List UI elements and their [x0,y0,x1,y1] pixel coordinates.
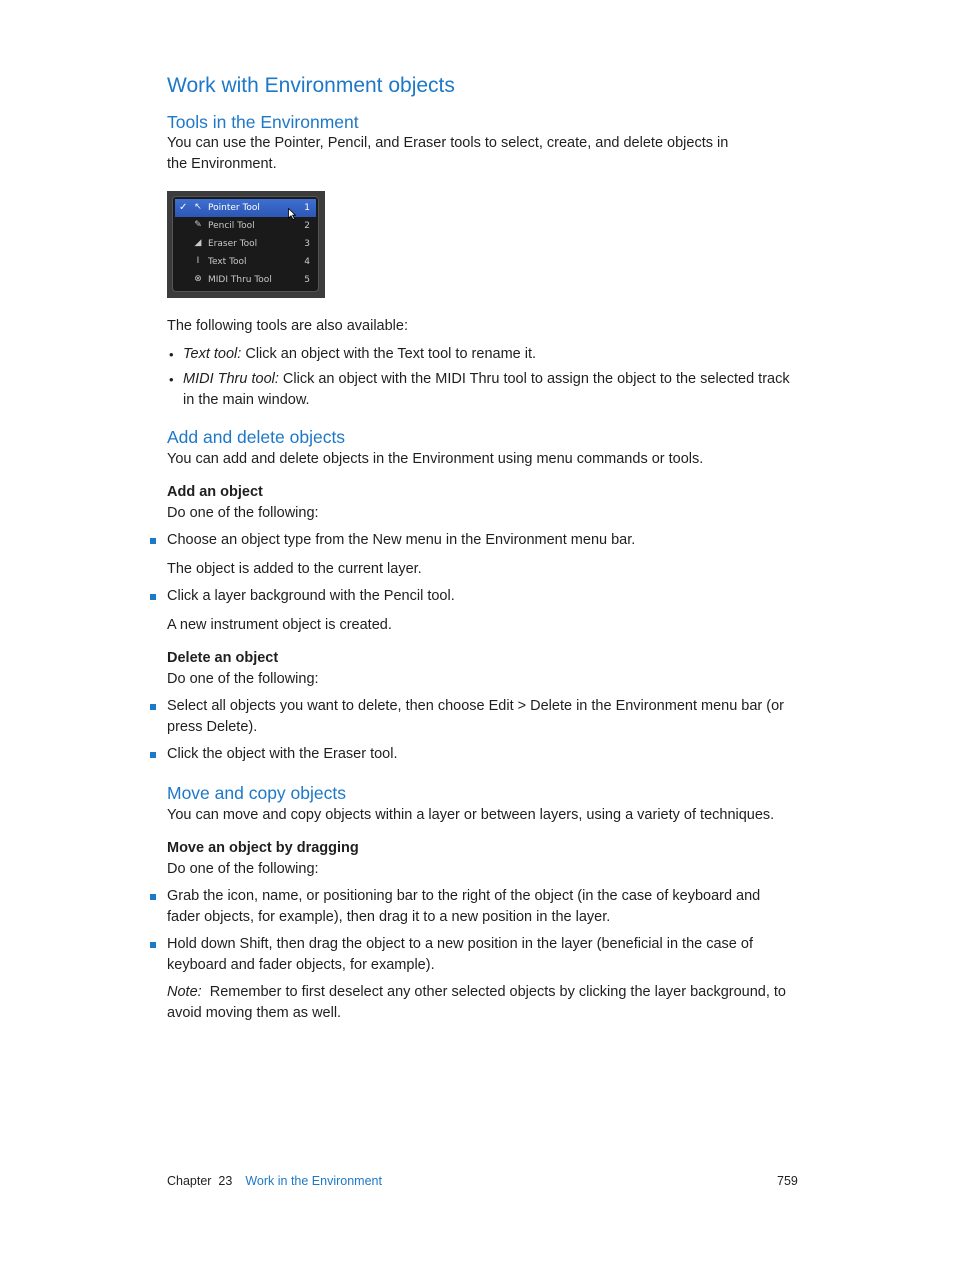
eraser-icon: ◢ [194,238,202,248]
add-option-2: Click a layer background with the Pencil tool. [167,588,455,604]
section-heading-move-copy: Move and copy objects [167,783,346,803]
chapter-title-link[interactable]: Work in the Environment [245,1174,382,1188]
tools-intro-line2: the Environment. [167,156,277,172]
move-copy-intro: You can move and copy objects within a layer or between layers, using a variety of techniques. [167,807,775,823]
midi-thru-icon: ⊗ [194,274,202,284]
menu-item-label: MIDI Thru Tool [208,275,272,285]
bullet-dot-icon: • [169,347,174,362]
bullet-dot-icon: • [169,372,174,387]
add-result-2: A new instrument object is created. [167,617,392,633]
term-description: Click an object with the MIDI Thru tool to assign the object to the selected track [278,371,790,387]
task-title-move-drag: Move an object by dragging [167,840,359,856]
bullet-square-icon [150,752,156,758]
section-heading-add-delete: Add and delete objects [167,427,346,447]
menu-item-eraser-tool [175,235,316,253]
chapter-number: Chapter 23 [167,1174,233,1188]
delete-instruction: Do one of the following: [167,671,319,687]
text-cursor-icon: I [196,256,200,266]
add-instruction: Do one of the following: [167,505,319,521]
task-title-delete: Delete an object [167,650,279,666]
menu-item-text-tool [175,253,316,271]
menu-item-shortcut: 1 [304,203,310,213]
delete-option-1-line1: Select all objects you want to delete, then choose Edit > Delete in the Environment menu bar (or [167,698,785,714]
list-item-text-tool [183,344,536,365]
note-line2: avoid moving them as well. [167,1005,342,1021]
list-item-midi-thru-tool [183,369,790,390]
move-instruction: Do one of the following: [167,861,319,877]
menu-item-label: Eraser Tool [208,239,258,249]
note-line1 [167,982,786,1003]
pointer-icon: ↖ [194,202,202,212]
add-delete-intro: You can add and delete objects in the Environment using menu commands or tools. [167,451,704,467]
term-label: MIDI Thru tool: [183,371,279,387]
checkmark-icon: ✓ [179,202,188,213]
move-option-1-line2: fader objects, for example), then drag it to a new position in the layer. [167,909,611,925]
pencil-icon: ✎ [194,220,202,230]
menu-item-label: Pencil Tool [208,221,255,231]
also-available-text: The following tools are also available: [167,318,408,334]
section-heading-tools: Tools in the Environment [167,112,359,132]
bullet-square-icon [150,942,156,948]
list-item-midi-thru-continued: in the main window. [183,392,310,408]
add-result-1: The object is added to the current layer. [167,561,422,577]
tool-menu-screenshot [167,191,325,298]
page-title: Work with Environment objects [167,74,455,97]
menu-item-shortcut: 5 [304,275,310,285]
menu-item-shortcut: 2 [304,221,310,231]
task-title-add: Add an object [167,484,263,500]
page-number: 759 [777,1174,798,1188]
note-text: Remember to first deselect any other selected objects by clicking the layer background, to [201,984,786,1000]
menu-item-shortcut: 4 [304,257,310,267]
bullet-square-icon [150,594,156,600]
bullet-square-icon [150,894,156,900]
move-option-2-line1: Hold down Shift, then drag the object to a new position in the layer (beneficial in the case of [167,936,753,952]
tools-intro-line1: You can use the Pointer, Pencil, and Eraser tools to select, create, and delete objects in [167,135,729,151]
menu-item-pencil-tool [175,217,316,235]
delete-option-2: Click the object with the Eraser tool. [167,746,398,762]
term-description: Click an object with the Text tool to rename it. [241,346,537,362]
bullet-square-icon [150,704,156,710]
menu-item-pointer-tool [175,199,316,217]
menu-item-label: Text Tool [208,257,247,267]
bullet-square-icon [150,538,156,544]
menu-item-label: Pointer Tool [208,203,260,213]
move-option-1-line1: Grab the icon, name, or positioning bar to the right of the object (in the case of keyboard and [167,888,761,904]
footer-chapter [167,1174,382,1188]
note-label: Note: [167,984,202,1000]
delete-option-1-line2: press Delete). [167,719,258,735]
add-option-1: Choose an object type from the New menu in the Environment menu bar. [167,532,636,548]
tool-menu [172,196,319,292]
term-label: Text tool: [183,346,242,362]
move-option-2-line2: keyboard and fader objects, for example). [167,957,435,973]
menu-item-midi-thru-tool [175,271,316,289]
menu-item-shortcut: 3 [304,239,310,249]
